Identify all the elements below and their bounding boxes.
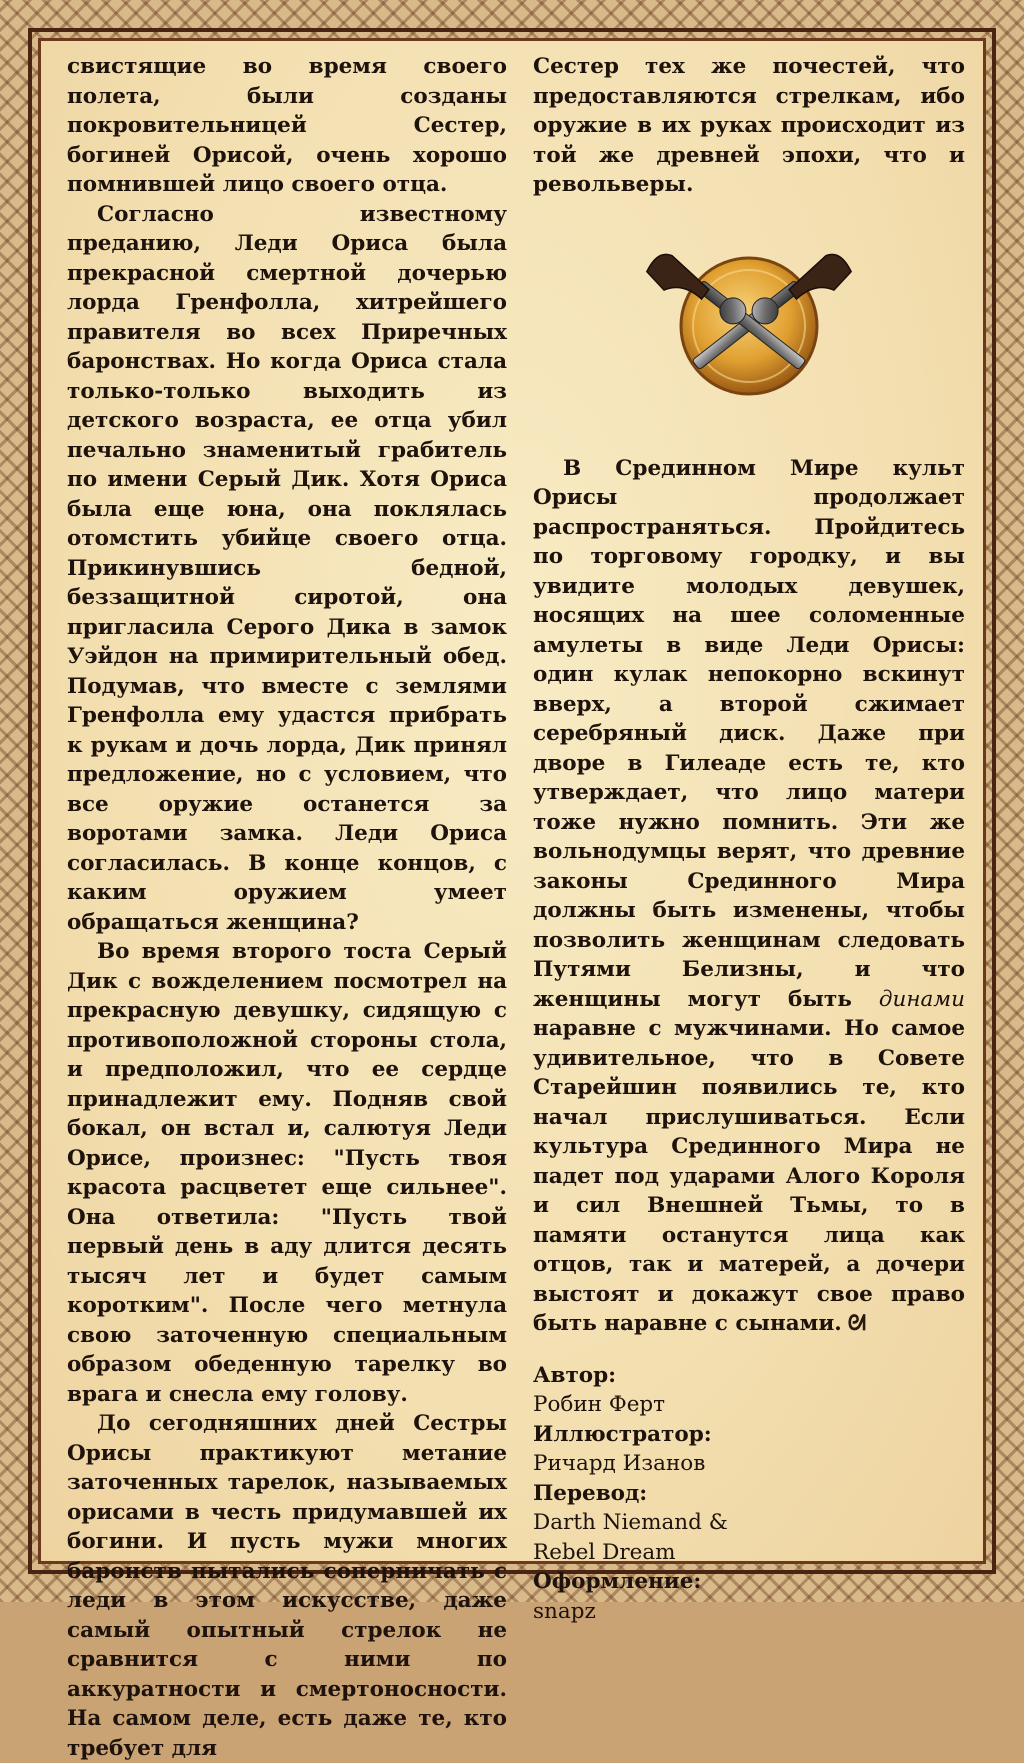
- left-column: [67, 52, 507, 1763]
- closing-italic-word: динами: [878, 986, 965, 1012]
- credit-label-author: Автор:: [533, 1362, 617, 1388]
- closing-text-part-1: В Срединном Мире культ Орисы продолжает распространяться. Пройдитесь по торговому городку, и вы увидите молодых девушек, носящих на шее соломенные амулеты в виде Леди Орисы: один кулак непокорно вскинут вверх, а второй сжимает серебряный диск. Даже при дворе в Гилеаде есть те, кто утверждает, что лицо матери тоже нужно помнить. Эти же вольнодумцы верят, что древние законы Срединного Мира должны быть изменены, чтобы позволить женщинам следовать Путями Белизны, и что женщины могут быть: [533, 455, 965, 1012]
- paragraph-continued: Сестер тех же почестей, что предоставляются стрелкам, ибо оружие в их руках происходит из той же древней эпохи, что и револьверы.: [533, 54, 965, 197]
- paragraph-4: До сегодняшних дней Сестры Орисы практикуют метание заточенных тарелок, называемых орисами в честь придумавшей их богини. И пусть мужи многих баронств пытались соперничать с леди в этом искусстве, даже самый опытный стрелок не сравнится с ними по аккуратности и смертоносности. На самом деле, есть даже те, кто требует для: [67, 1411, 507, 1761]
- credit-name-translator-1: Darth Niemand &: [533, 1510, 728, 1535]
- closing-text-part-2: наравне с мужчинами. Но самое удивительное, что в Совете Старейшин появились те, кто начал прислушиваться. Если культура Срединного Мира не падет под ударами Алого Короля и сил Внешней Тьмы, то в памяти останутся лица как отцов, так и матерей, а дочери выстоят и докажут свое право быть наравне с сынами.: [533, 1016, 965, 1336]
- right-column: [533, 52, 965, 1626]
- crossed-revolvers-emblem-icon: [533, 226, 965, 426]
- credit-name-illustrator: Ричард Изанов: [533, 1451, 706, 1476]
- credit-name-translator-2: Rebel Dream: [533, 1539, 676, 1565]
- credit-label-translation: Перевод:: [533, 1480, 648, 1506]
- credit-label-illustrator: Иллюстратор:: [533, 1421, 712, 1447]
- credit-name-author: Робин Ферт: [533, 1392, 666, 1417]
- paragraph-1: свистящие во время своего полета, были созданы покровительницей Сестер, богиней Орисой, очень хорошо помнившей лицо своего отца.: [67, 54, 507, 197]
- end-ornament-icon: ᘛ: [847, 1311, 867, 1336]
- paragraph-2: Согласно известному преданию, Леди Ориса была прекрасной смертной дочерью лорда Гренфолла, хитрейшего правителя во всех Приречных баронствах. Но когда Ориса стала только-только выходить из детского возраста, ее отца убил печально знаменитый грабитель по имени Серый Дик. Хотя Ориса была еще юна, она поклялась отомстить убийце своего отца. Прикинувшись бедной, беззащитной сиротой, она пригласила Серого Дика в замок Уэйдон на примирительный обед. Подумав, что вместе с землями Гренфолла ему удастся прибрать к рукам и дочь лорда, Дик принял предложение, но с условием, что все оружие останется за воротами замка. Леди Ориса согласилась. В конце концов, с каким оружием умеет обращаться женщина?: [67, 201, 507, 935]
- credits-block: [533, 1361, 965, 1627]
- closing-paragraph: [533, 454, 965, 1339]
- paragraph-3: Во время второго тоста Серый Дик с вожделением посмотрел на прекрасную девушку, сидящую с противоположной стороны стола, и предположил, что ее сердце принадлежит ему. Подняв свой бокал, он встал и, салютуя Леди Орисе, произнес: "Пусть твоя красота расцветет еще сильнее". Она ответила: "Пусть твой первый день в аду длится десять тысяч лет и будет самым коротким". После чего метнула свою заточенную специальным образом обеденную тарелку во врага и снесла ему голову.: [67, 939, 507, 1407]
- credit-label-design: Оформление:: [533, 1569, 702, 1594]
- credit-name-design: snapz: [533, 1598, 596, 1624]
